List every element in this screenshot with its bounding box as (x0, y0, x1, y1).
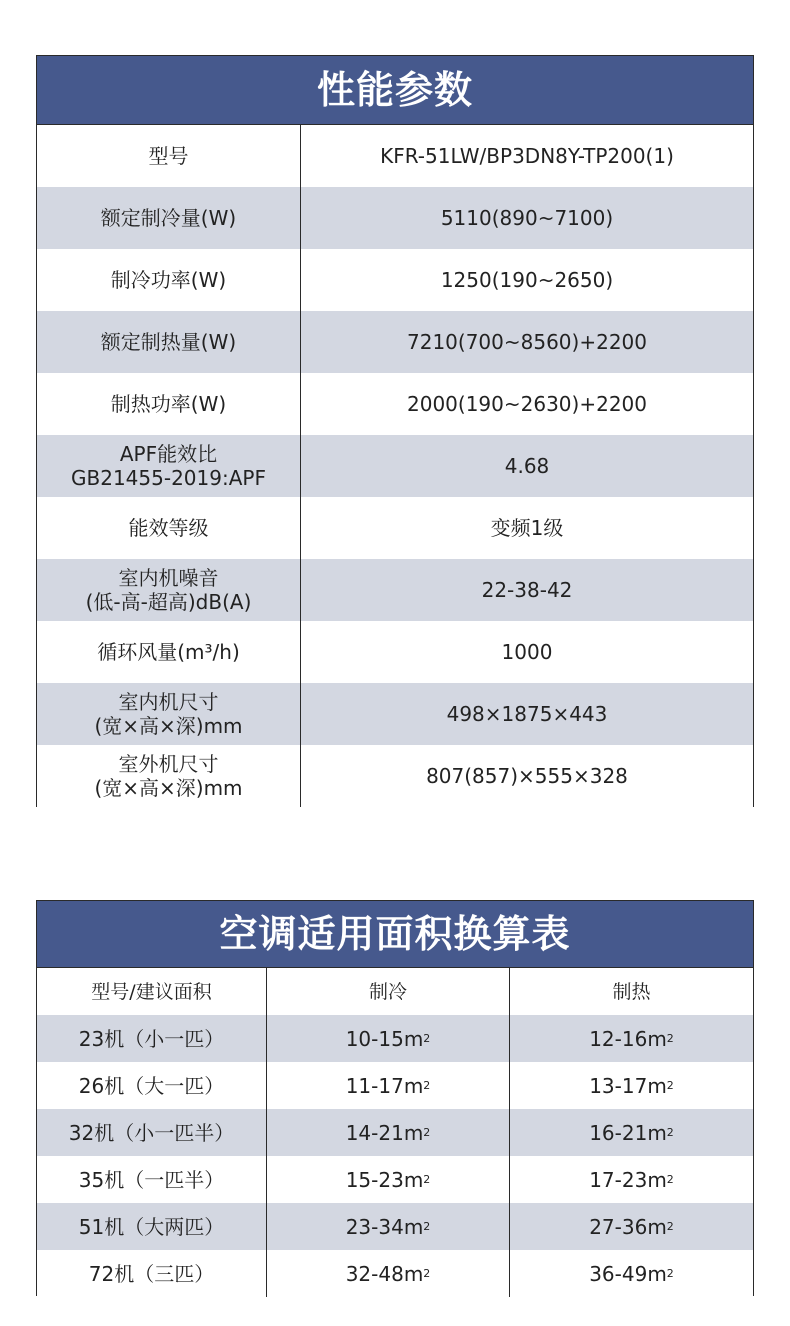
area-heat: 27-36 m 2 (589, 1214, 674, 1239)
area-unit: m (647, 1261, 667, 1286)
area-unit: m (647, 1120, 667, 1145)
area-heat: 16-21 m 2 (589, 1120, 674, 1145)
param-value: 变频1级 (490, 516, 564, 540)
area-rows (37, 1015, 753, 1297)
area-cool-value: 10-15 (345, 1026, 404, 1051)
param-label-line: 室内机噪音 (118, 566, 219, 590)
area-table (36, 900, 754, 1296)
param-label-line: 制冷功率(W) (110, 268, 227, 292)
table-row (37, 311, 753, 373)
table-row (37, 683, 753, 745)
param-label (37, 559, 301, 621)
performance-table (36, 55, 754, 807)
param-label (37, 745, 301, 807)
performance-title: 性能参数 (37, 56, 753, 125)
param-label (37, 683, 301, 745)
param-label (37, 125, 301, 187)
area-cool-value: 15-23 (345, 1167, 404, 1192)
param-label-line: 额定制热量(W) (100, 330, 237, 354)
area-heat: 13-17 m 2 (589, 1073, 674, 1098)
area-unit: m (647, 1026, 667, 1051)
area-heat: 12-16 m 2 (589, 1026, 674, 1051)
area-heat-value: 36-49 (589, 1261, 648, 1286)
area-header-cool: 制冷 (267, 968, 510, 1015)
param-label (37, 497, 301, 559)
table-row (37, 435, 753, 497)
param-label-line: 室外机尺寸 (118, 752, 219, 776)
table-row (37, 621, 753, 683)
area-unit: m (647, 1214, 667, 1239)
area-unit: m (647, 1167, 667, 1192)
area-model: 23机（小一匹） (37, 1015, 267, 1062)
area-cool-value: 23-34 (345, 1214, 404, 1239)
param-label-line: (宽×高×深)mm (94, 776, 243, 800)
param-label-line: 制热功率(W) (110, 392, 227, 416)
area-heat-value: 16-21 (589, 1120, 648, 1145)
area-heat: 36-49 m 2 (589, 1261, 674, 1286)
area-title: 空调适用面积换算表 (37, 901, 753, 968)
area-heat-value: 17-23 (589, 1167, 648, 1192)
area-cool-value: 11-17 (345, 1073, 404, 1098)
area-unit: m (403, 1261, 424, 1286)
table-row (37, 1062, 753, 1109)
table-row (37, 559, 753, 621)
param-label-line: 额定制冷量(W) (100, 206, 237, 230)
param-value: 22-38-42 (481, 578, 573, 602)
area-cool: 23-34 m 2 (267, 1203, 510, 1250)
area-unit: m (403, 1073, 424, 1098)
param-label-line: (低-高-超高)dB(A) (85, 590, 252, 614)
param-label-line: (宽×高×深)mm (94, 714, 243, 738)
area-cool: 10-15 m 2 (267, 1015, 510, 1062)
param-label (37, 249, 301, 311)
table-row (37, 497, 753, 559)
table-row (37, 1156, 753, 1203)
param-label-line: 循环风量(m³/h) (97, 640, 240, 664)
param-value: 1250(190~2650) (440, 268, 614, 292)
param-value: 498×1875×443 (446, 702, 608, 726)
table-row (37, 1015, 753, 1062)
param-value: 4.68 (504, 454, 550, 478)
param-value: 2000(190~2630)+2200 (407, 392, 647, 416)
param-value: 5110(890~7100) (440, 206, 614, 230)
param-value: 7210(700~8560)+2200 (407, 330, 647, 354)
area-heat-value: 12-16 (589, 1026, 648, 1051)
table-row (37, 373, 753, 435)
area-cool: 14-21 m 2 (267, 1109, 510, 1156)
area-cool-value: 14-21 (345, 1120, 404, 1145)
area-model: 35机（一匹半） (37, 1156, 267, 1203)
param-label (37, 373, 301, 435)
area-model: 26机（大一匹） (37, 1062, 267, 1109)
area-header-model: 型号/建议面积 (37, 968, 267, 1015)
area-cool: 32-48 m 2 (267, 1250, 510, 1297)
area-heat-value: 27-36 (589, 1214, 648, 1239)
param-label (37, 435, 301, 497)
area-unit: m (403, 1167, 424, 1192)
param-value: 807(857)×555×328 (426, 764, 628, 788)
area-model: 32机（小一匹半） (37, 1109, 267, 1156)
performance-rows (37, 125, 753, 807)
table-row (37, 1109, 753, 1156)
area-cool-value: 32-48 (345, 1261, 404, 1286)
param-value: KFR-51LW/BP3DN8Y-TP200(1) (380, 144, 674, 168)
area-heat-value: 13-17 (589, 1073, 648, 1098)
param-label-line: 能效等级 (128, 516, 209, 540)
param-label (37, 187, 301, 249)
param-label-line: APF能效比 (119, 442, 218, 466)
param-label-line: 室内机尺寸 (118, 690, 219, 714)
table-row (37, 249, 753, 311)
table-row (37, 1250, 753, 1297)
area-unit: m (647, 1073, 667, 1098)
area-header-heat: 制热 (612, 980, 651, 1003)
table-row (37, 1203, 753, 1250)
table-row (37, 745, 753, 807)
param-label-line: GB21455-2019:APF (71, 466, 266, 490)
table-row (37, 187, 753, 249)
param-label (37, 621, 301, 683)
table-row (37, 125, 753, 187)
param-label-line: 型号 (148, 144, 189, 168)
area-cool: 11-17 m 2 (267, 1062, 510, 1109)
area-model: 72机（三匹） (37, 1250, 267, 1297)
area-unit: m (403, 1120, 424, 1145)
area-cool: 15-23 m 2 (267, 1156, 510, 1203)
area-header-row (37, 968, 753, 1015)
area-unit: m (403, 1026, 424, 1051)
area-unit: m (403, 1214, 424, 1239)
area-model: 51机（大两匹） (37, 1203, 267, 1250)
param-label (37, 311, 301, 373)
param-value: 1000 (501, 640, 553, 664)
area-heat: 17-23 m 2 (589, 1167, 674, 1192)
